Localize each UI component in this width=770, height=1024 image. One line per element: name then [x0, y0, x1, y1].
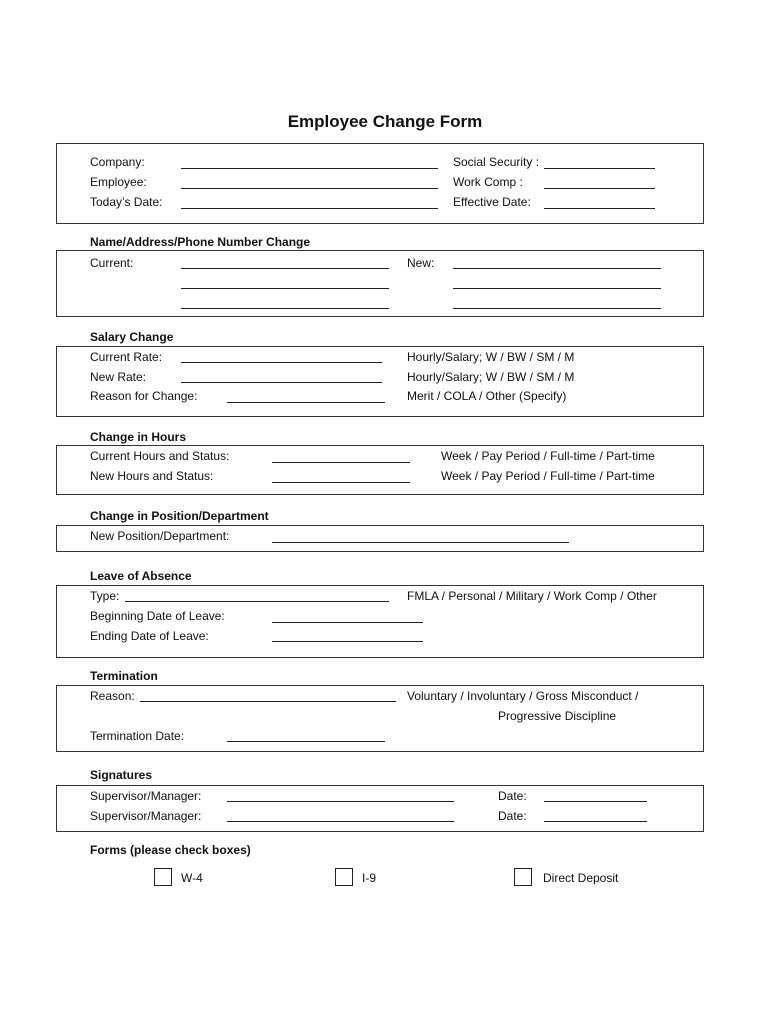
current-label: Current:: [90, 256, 134, 270]
supervisor-label-1: Supervisor/Manager:: [90, 789, 202, 803]
new-field-1[interactable]: [453, 268, 661, 269]
signature-date-label-2: Date:: [498, 809, 527, 823]
termination-options-2: Progressive Discipline: [498, 709, 617, 723]
direct-deposit-label: Direct Deposit: [543, 871, 619, 885]
termination-reason-field[interactable]: [140, 701, 396, 702]
current-field-2[interactable]: [181, 288, 389, 289]
hourly-options-2: Hourly/Salary; W / BW / SM / M: [407, 370, 575, 384]
supervisor-field-1[interactable]: [227, 801, 454, 802]
name-change-box: [56, 250, 704, 317]
page-title: Employee Change Form: [287, 112, 483, 131]
leave-type-options: FMLA / Personal / Military / Work Comp / Other: [407, 589, 657, 603]
company-label: Company:: [90, 155, 145, 169]
new-field-3[interactable]: [453, 308, 661, 309]
termination-date-field[interactable]: [227, 741, 385, 742]
forms-heading: Forms (please check boxes): [90, 843, 251, 857]
new-position-label: New Position/Department:: [90, 529, 230, 543]
reason-field[interactable]: [227, 402, 385, 403]
new-rate-field[interactable]: [181, 382, 382, 383]
signature-date-field-2[interactable]: [544, 821, 647, 822]
direct-deposit-checkbox[interactable]: [514, 868, 532, 886]
hours-options-2: Week / Pay Period / Full-time / Part-time: [441, 469, 655, 483]
i9-label: I-9: [362, 871, 377, 885]
effective-date-field[interactable]: [544, 208, 655, 209]
hourly-options-1: Hourly/Salary; W / BW / SM / M: [407, 350, 575, 364]
supervisor-label-2: Supervisor/Manager:: [90, 809, 202, 823]
termination-options-1: Voluntary / Involuntary / Gross Misconduct /: [407, 689, 639, 703]
new-field-2[interactable]: [453, 288, 661, 289]
reason-options: Merit / COLA / Other (Specify): [407, 389, 567, 403]
current-field-1[interactable]: [181, 268, 389, 269]
current-rate-field[interactable]: [181, 362, 382, 363]
effective-date-label: Effective Date:: [453, 195, 531, 209]
new-position-field[interactable]: [272, 542, 569, 543]
company-field[interactable]: [181, 168, 438, 169]
work-comp-label: Work Comp :: [453, 175, 523, 189]
social-security-label: Social Security :: [453, 155, 540, 169]
current-rate-label: Current Rate:: [90, 350, 163, 364]
hours-options-1: Week / Pay Period / Full-time / Part-time: [441, 449, 655, 463]
leave-begin-label: Beginning Date of Leave:: [90, 609, 225, 623]
w4-checkbox[interactable]: [154, 868, 172, 886]
name-change-heading: Name/Address/Phone Number Change: [90, 235, 311, 249]
leave-end-label: Ending Date of Leave:: [90, 629, 209, 643]
termination-heading: Termination: [90, 669, 158, 683]
current-hours-label: Current Hours and Status:: [90, 449, 230, 463]
signatures-heading: Signatures: [90, 768, 153, 782]
new-rate-label: New Rate:: [90, 370, 147, 384]
hours-heading: Change in Hours: [90, 430, 187, 444]
work-comp-field[interactable]: [544, 188, 655, 189]
leave-type-label: Type:: [90, 589, 120, 603]
current-field-3[interactable]: [181, 308, 389, 309]
position-heading: Change in Position/Department: [90, 509, 269, 523]
header-box: [56, 143, 704, 224]
leave-heading: Leave of Absence: [90, 569, 192, 583]
current-hours-field[interactable]: [272, 462, 410, 463]
reason-label: Reason for Change:: [90, 389, 198, 403]
signature-date-label-1: Date:: [498, 789, 527, 803]
w4-label: W-4: [181, 871, 203, 885]
new-hours-field[interactable]: [272, 482, 410, 483]
social-security-field[interactable]: [544, 168, 655, 169]
termination-date-label: Termination Date:: [90, 729, 185, 743]
leave-begin-field[interactable]: [272, 622, 423, 623]
todays-date-field[interactable]: [181, 208, 438, 209]
employee-field[interactable]: [181, 188, 438, 189]
salary-heading: Salary Change: [90, 330, 174, 344]
supervisor-field-2[interactable]: [227, 821, 454, 822]
employee-label: Employee:: [90, 175, 147, 189]
leave-type-field[interactable]: [125, 601, 389, 602]
termination-reason-label: Reason:: [90, 689, 135, 703]
new-hours-label: New Hours and Status:: [90, 469, 214, 483]
todays-date-label: Today’s Date:: [90, 195, 163, 209]
new-label: New:: [407, 256, 435, 270]
signature-date-field-1[interactable]: [544, 801, 647, 802]
i9-checkbox[interactable]: [335, 868, 353, 886]
leave-end-field[interactable]: [272, 641, 423, 642]
